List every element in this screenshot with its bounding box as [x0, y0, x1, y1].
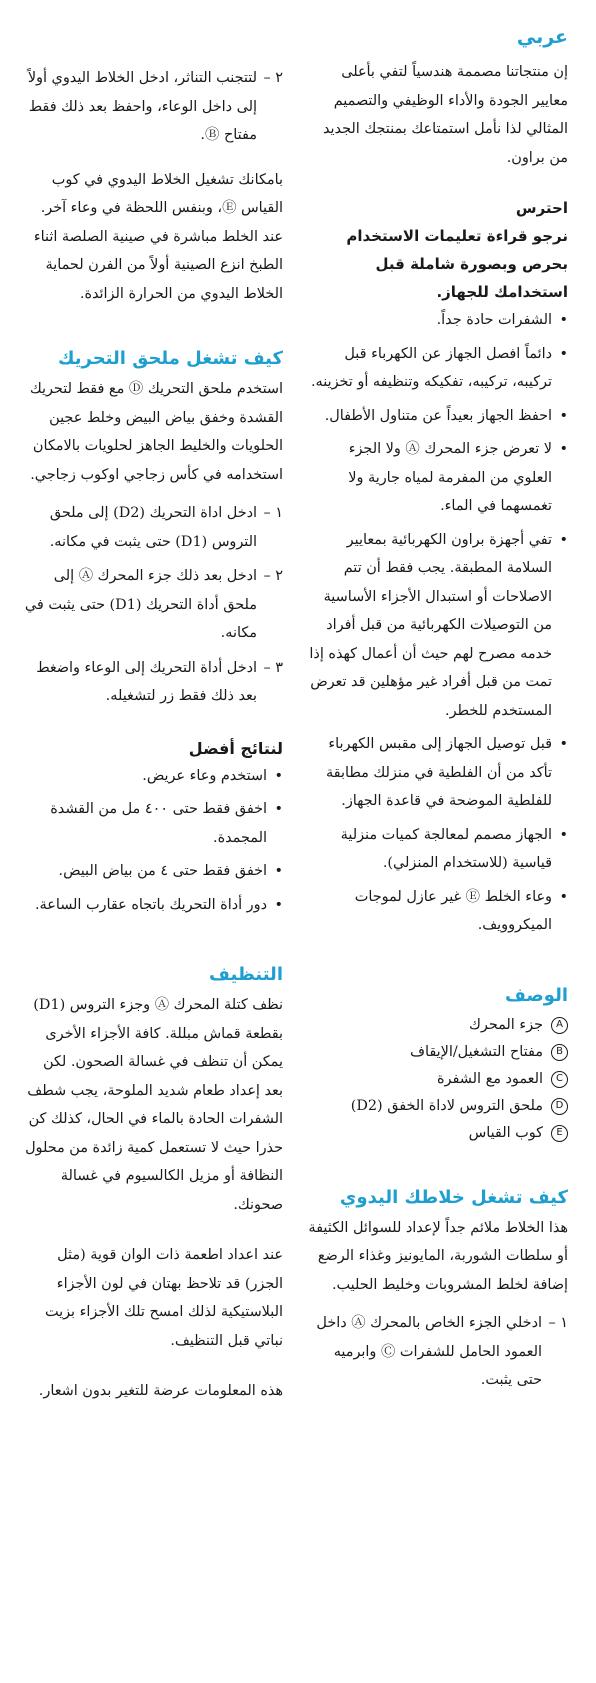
best-results-item: • اخفق فقط حتى ٤٠٠ مل من القشدة المجمدة. — [21, 795, 283, 852]
description-item: D ملحق التروس لاداة الخفق (D2) — [306, 1093, 568, 1120]
step-item: ١ – ادخل اداة التحريك (D2) إلى ملحق التروس (D1) حتى يثبت في مكانه. — [49, 505, 283, 550]
warning-item: • احفظ الجهاز بعيداً عن متناول الأطفال. — [306, 402, 568, 431]
warning-item: • الشفرات حادة جداً. — [306, 306, 568, 335]
cleaning-title: التنظيف — [209, 964, 283, 985]
description-item: E كوب القياس — [306, 1120, 568, 1147]
hand-blender-intro: هذا الخلاط ملائم جداً لإعداد للسوائل الكثيفة أو سلطات الشوربة، المايونيز وغذاء الرضع إضافة لخلط المشروبات وخليط الحليب. — [308, 1219, 568, 1293]
hand-blender-title: كيف تشغل خلاطك اليدوي — [339, 1186, 568, 1208]
whisk-intro: استخدم ملحق التحريك Ⓓ مع فقط لتحريك القشدة وخفق بياض البيض وخلط عجين الحلويات والخليط الجاهز لحلويات بالامكان استخدامه في كأس زجاجي اوكوب زجاجي. — [29, 381, 283, 483]
description-item: B مفتاح التشغيل/الإيقاف — [306, 1039, 568, 1066]
step-item: ٣ – ادخل أداة التحريك إلى الوعاء واضغط بعد ذلك فقط زر لتشغيله. — [36, 659, 283, 704]
warning-list — [306, 306, 568, 940]
letter-badge-b: B — [551, 1044, 568, 1061]
warning-item: • وعاء الخلط Ⓔ غير عازل لموجات الميكروويف. — [306, 883, 568, 940]
left-column — [21, 64, 283, 1406]
warning-title: احترس — [515, 199, 568, 217]
cleaning-paragraph-2: عند اعداد اطعمة ذات الوان قوية (مثل الجزر) قد تلاحظ بهتان في لون الأجزاء البلاستيكية لذلك امسح تلك الأجزاء بزيت نباتي قبل التنظيف. — [44, 1247, 283, 1349]
letter-badge-a: A — [551, 1017, 568, 1034]
letter-badge-c: C — [551, 1071, 568, 1088]
best-results-item: • استخدم وعاء عريض. — [21, 762, 283, 791]
whisk-title: كيف تشغل ملحق التحريك — [57, 348, 283, 369]
step-item: ١ – ادخلي الجزء الخاص بالمحرك Ⓐ داخل العمود الحامل للشفرات Ⓒ وابرميه حتى يثبت. — [316, 1315, 568, 1388]
hand-blender-steps-cont — [21, 64, 283, 150]
warning-item: • تفي أجهزة براون الكهربائية بمعايير السلامة المطبقة. يجب فقط أن تتم الاصلاحات أو استبدال الأجزاء الأساسية من التوصيلات الكهربائية من قبل أفراد خدمه مصرح لهم حيث أن أعمال كهذه إذا تمت من قبل أفراد غير مؤهلين قد تعرض المستخدم للخطر. — [306, 526, 568, 726]
language-title: عربي — [516, 26, 568, 48]
warning-item: • الجهاز مصمم لمعالجة كميات منزلية قياسية (للاستخدام المنزلي). — [306, 821, 568, 878]
best-results-list — [21, 762, 283, 920]
warning-subtitle: نرجو قراءة تعليمات الاستخدام بحرص وبصورة شاملة قبل استخدامك للجهاز. — [346, 227, 568, 301]
step-item: ٢ – ادخل بعد ذلك جزء المحرك Ⓐ إلى ملحق أداة التحريك (D1) حتى يثبت في مكانه. — [24, 568, 283, 641]
hand-blender-note: بامكانك تشغيل الخلاط اليدوي في كوب القياس Ⓔ، وبنفس اللحظة في وعاء آخر. عند الخلط مباشرة في صينية الصلصة اثناء الطبخ انزع الصينية أولاً من الفرن لحماية الخلاط اليدوي من الحرارة الزائدة. — [33, 171, 283, 302]
warning-item: • لا تعرض جزء المحرك Ⓐ ولا الجزء العلوي من المفرمة لمياه جارية ولا تغمسهما في الماء. — [306, 435, 568, 521]
warning-item: • قبل توصيل الجهاز إلى مقبس الكهرباء تأكد من أن الفلطية في منزلك مطابقة للفلطية الموضحة في قاعدة الجهاز. — [306, 730, 568, 816]
description-item: A جزء المحرك — [306, 1012, 568, 1039]
intro-paragraph: إن منتجاتنا مصممة هندسياً لتفي بأعلى معايير الجودة والأداء الوظيفي والتصميم المثالي لذا نأمل استمتاعك بمنتجك الجديد من براون. — [323, 64, 568, 166]
description-item: C العمود مع الشفرة — [306, 1066, 568, 1093]
description-title: الوصف — [504, 984, 568, 1006]
letter-badge-e: E — [551, 1125, 568, 1142]
best-results-item: • اخفق فقط حتى ٤ من بياض البيض. — [21, 857, 283, 886]
description-list — [306, 1012, 568, 1147]
best-results-item: • دور أداة التحريك باتجاه عقارب الساعة. — [21, 891, 283, 920]
right-column — [306, 26, 568, 1401]
cleaning-paragraph-1: نظف كتلة المحرك Ⓐ وجزء التروس (D1) بقطعة قماش مبللة. كافة الأجزاء الأخرى يمكن أن تنظف في غسالة الصحون. لكن بعد إعداد طعام شديد الملوحة، يجب شطف الشفرات الحادة بالماء في الحال، كذلك كن حذرا حيث لا تستعمل كمية زائدة من محلول النظافة أو مزيل الكالسيوم في غسالة صحونك. — [25, 997, 283, 1213]
warning-item: • دائماً افصل الجهاز عن الكهرباء قبل تركيبه، تركيبه، تفكيكه وتنظيفه أو تخزينه. — [306, 340, 568, 397]
disclaimer: هذه المعلومات عرضة للتغير بدون اشعار. — [38, 1383, 283, 1399]
step-item: ٢ – لتتجنب التناثر، ادخل الخلاط اليدوي أولاً إلى داخل الوعاء، واحفظ بعد ذلك فقط مفتاح Ⓑ. — [27, 70, 283, 143]
whisk-steps — [21, 499, 283, 711]
letter-badge-d: D — [551, 1098, 568, 1115]
best-results-title: لنتائج أفضل — [188, 738, 283, 758]
hand-blender-steps — [306, 1309, 568, 1395]
